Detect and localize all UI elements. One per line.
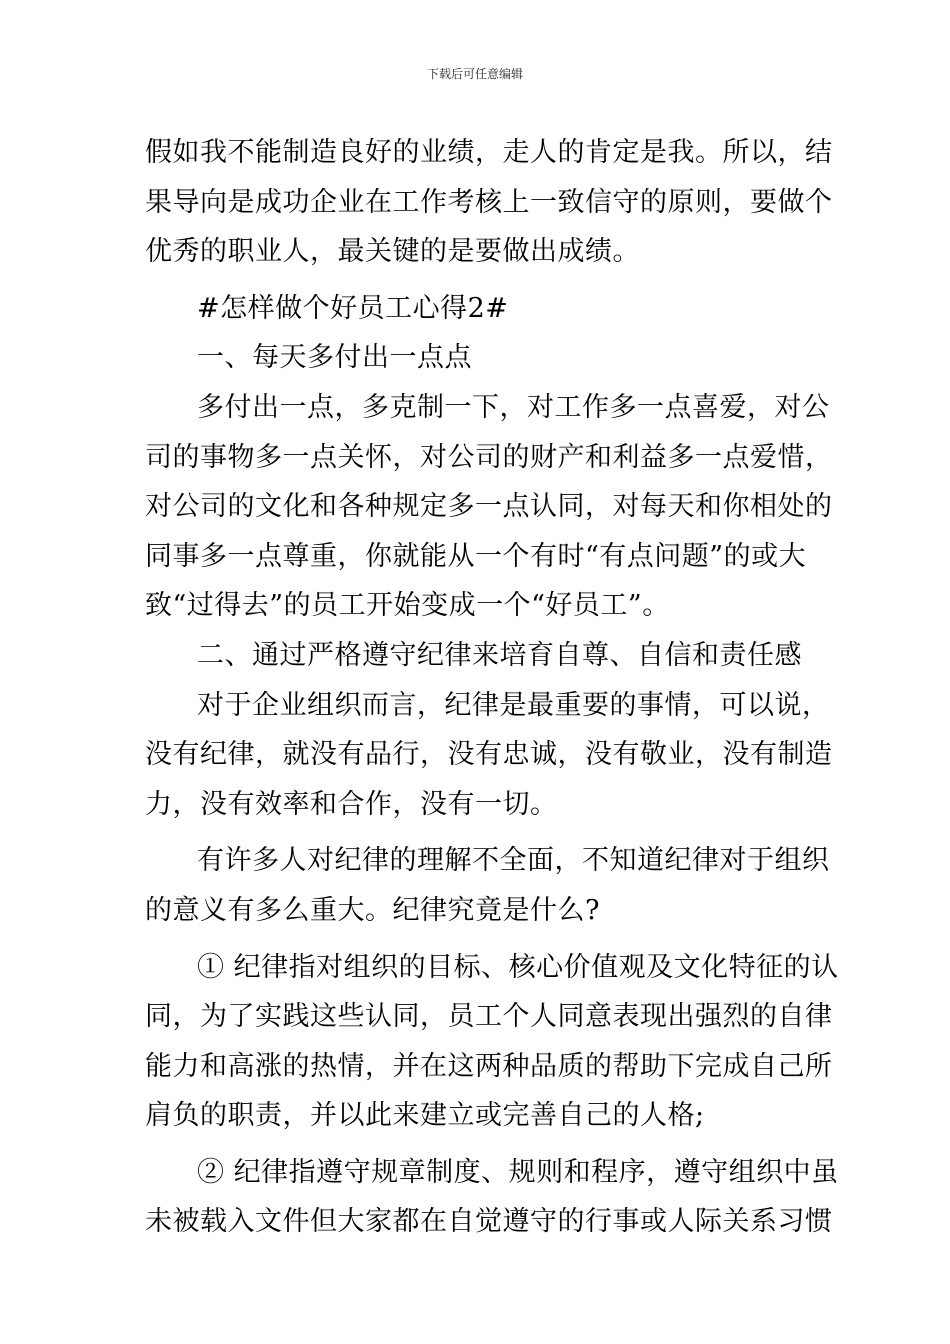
- text-line: 力，没有效率和合作，没有一切。: [145, 788, 558, 820]
- text-line: ① 纪律指对组织的目标、核心价值观及文化特征的认: [197, 951, 839, 983]
- text-line: ② 纪律指遵守规章制度、规则和程序，遵守组织中虽: [197, 1156, 839, 1188]
- text-line: 没有纪律，就没有品行，没有忠诚，没有敬业，没有制造: [145, 739, 833, 771]
- text-line: 对公司的文化和各种规定多一点认同，对每天和你相处的: [145, 491, 833, 523]
- text-line: 对于企业组织而言，纪律是最重要的事情，可以说，: [197, 689, 830, 721]
- text-line: 同事多一点尊重，你就能从一个有时“有点问题”的或大: [145, 540, 807, 572]
- text-line: 果导向是成功企业在工作考核上一致信守的原则，要做个: [145, 186, 833, 218]
- text-line: 假如我不能制造良好的业绩，走人的肯定是我。所以，结: [145, 137, 833, 168]
- text-line: 同，为了实践这些认同，员工个人同意表现出强烈的自律: [145, 1001, 833, 1033]
- header-note: 下载后可任意编辑: [426, 67, 523, 81]
- text-line: 的意义有多么重大。纪律究竟是什么?: [145, 894, 600, 926]
- section-heading: #怎样做个好员工心得2#: [197, 292, 509, 324]
- text-line: 多付出一点，多克制一下，对工作多一点喜爱，对公: [197, 391, 830, 423]
- subheading: 二、通过严格遵守纪律来培育自尊、自信和责任感: [197, 639, 802, 671]
- subheading: 一、每天多付出一点点: [197, 342, 472, 374]
- text-line: 肩负的职责，并以此来建立或完善自己的人格;: [145, 1100, 705, 1132]
- text-line: 致“过得去”的员工开始变成一个“好员工”。: [145, 590, 670, 622]
- text-line: 优秀的职业人，最关键的是要做出成绩。: [145, 236, 640, 268]
- document-body: [145, 128, 839, 1247]
- text-line: 未被载入文件但大家都在自觉遵守的行事或人际关系习惯: [145, 1206, 833, 1238]
- text-line: 有许多人对纪律的理解不全面，不知道纪律对于组织: [197, 845, 830, 877]
- text-line: 能力和高涨的热情，并在这两种品质的帮助下完成自己所: [145, 1050, 833, 1082]
- text-line: 司的事物多一点关怀，对公司的财产和利益多一点爱惜，: [145, 441, 833, 473]
